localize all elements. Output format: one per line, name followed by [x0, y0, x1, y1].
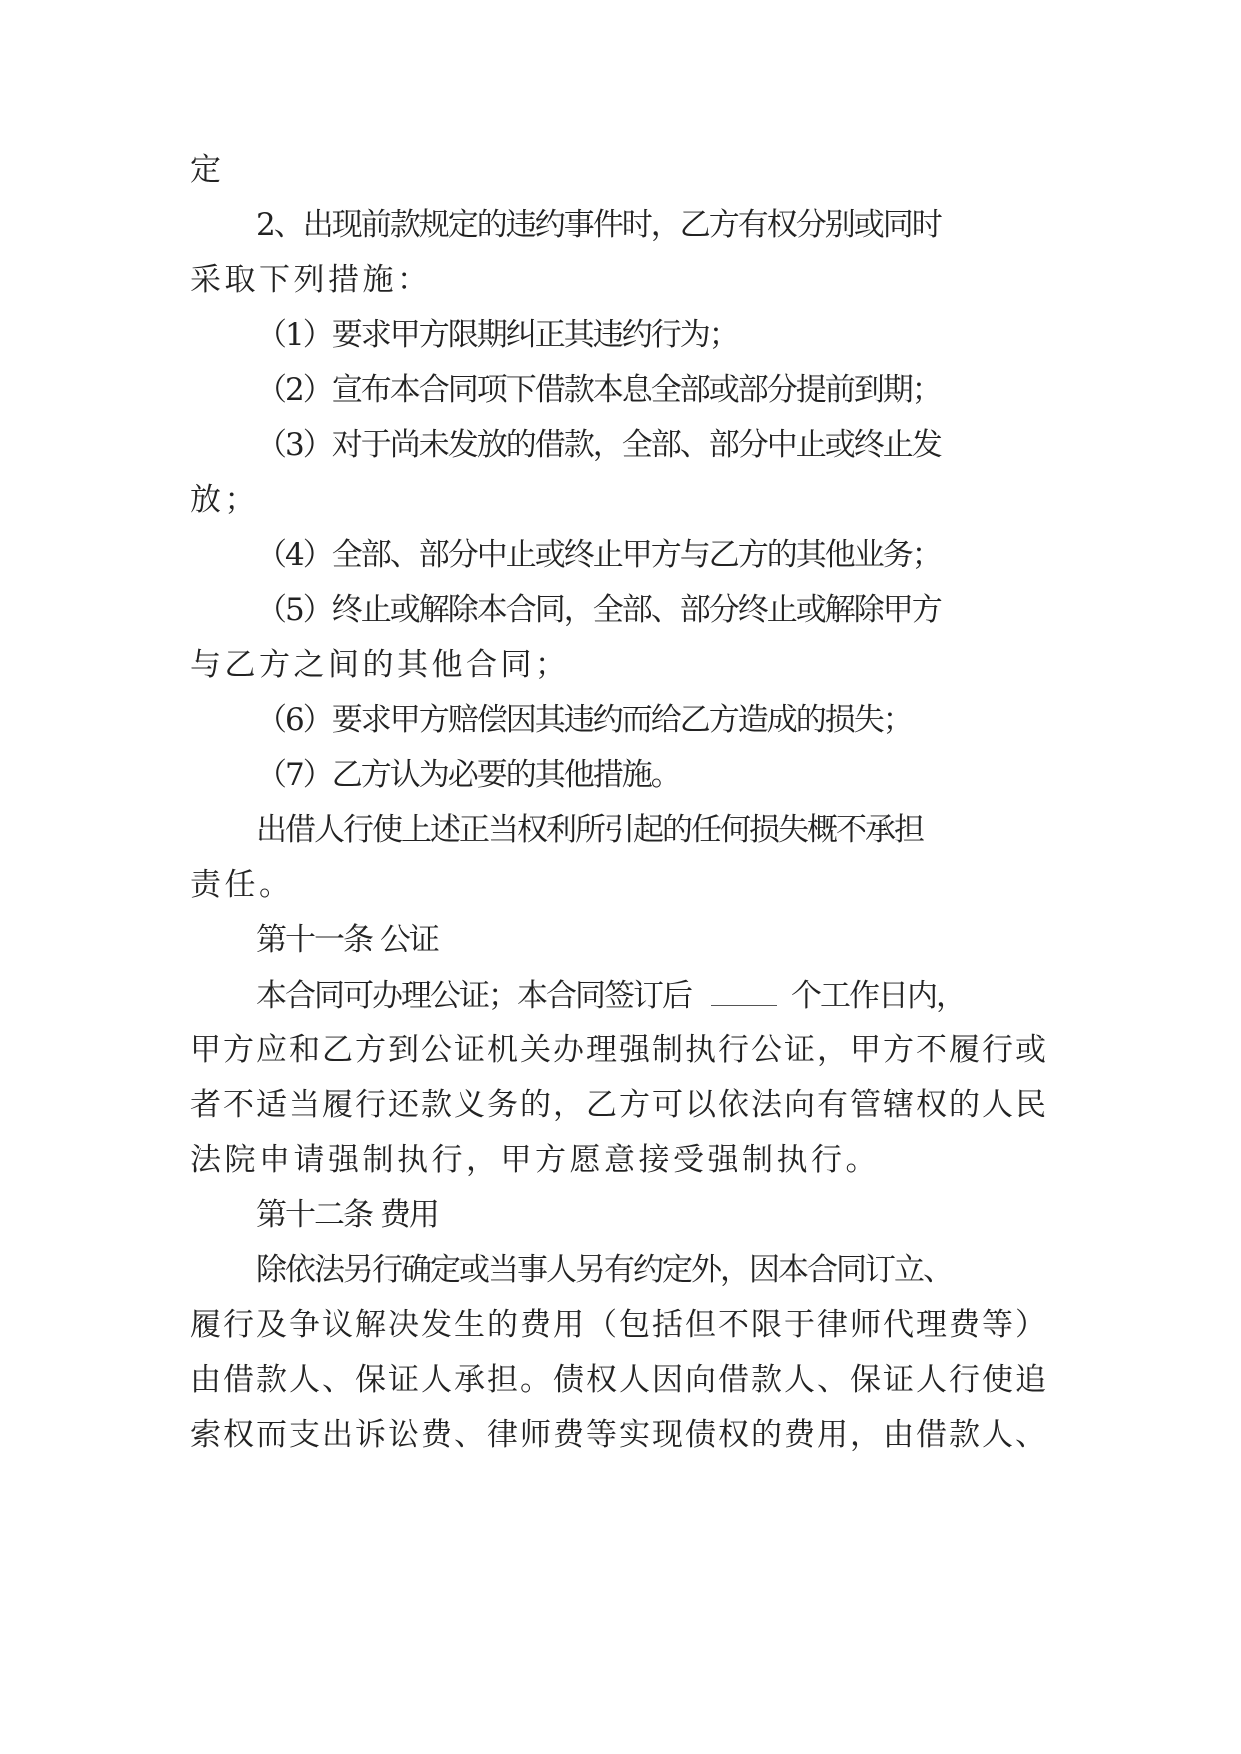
list-item: （4）全部、部分中止或终止甲方与乙方的其他业务；: [256, 537, 941, 573]
text-line: 索权而支出诉讼费、律师费等实现债权的费用，由借款人、: [190, 1417, 1048, 1453]
list-item: （6）要求甲方赔偿因其违约而给乙方造成的损失；: [256, 702, 912, 738]
section-heading: 第十二条 费用: [256, 1197, 438, 1233]
list-item: （2）宣布本合同项下借款本息全部或部分提前到期；: [256, 372, 941, 408]
fill-in-blank: [711, 975, 777, 1006]
list-item: （5）终止或解除本合同，全部、部分终止或解除甲方: [256, 592, 941, 628]
text-line: 出借人行使上述正当权利所引起的任何损失概不承担: [256, 812, 923, 848]
text-segment: 本合同可办理公证；本合同签订后: [256, 978, 691, 1014]
text-line: 甲方应和乙方到公证机关办理强制执行公证，甲方不履行或: [190, 1032, 1048, 1068]
text-line: 定: [190, 152, 225, 188]
list-item: （7）乙方认为必要的其他措施。: [256, 757, 680, 793]
section-heading: 第十一条 公证: [256, 922, 438, 958]
list-item: （1）要求甲方限期纠正其违约行为；: [256, 317, 738, 353]
text-line: 者不适当履行还款义务的，乙方可以依法向有管辖权的人民: [190, 1087, 1048, 1123]
text-line: 除依法另行确定或当事人另有约定外，因本合同订立、: [256, 1252, 952, 1288]
list-item: （3）对于尚未发放的借款，全部、部分中止或终止发: [256, 427, 941, 463]
text-line: 由借款人、保证人承担。债权人因向借款人、保证人行使追: [190, 1362, 1048, 1398]
text-line: 与乙方之间的其他合同；: [190, 647, 570, 683]
text-line: 放；: [190, 482, 259, 518]
text-line: [256, 975, 1118, 1015]
text-line: 履行及争议解决发生的费用（包括但不限于律师代理费等）: [190, 1307, 1048, 1343]
text-line: 采取下列措施：: [190, 262, 432, 298]
text-line: 2、出现前款规定的违约事件时，乙方有权分别或同时: [256, 207, 941, 243]
text-line: 责任。: [190, 867, 294, 903]
text-segment: 个工作日内，: [791, 978, 965, 1014]
text-line: 法院申请强制执行，甲方愿意接受强制执行。: [190, 1142, 880, 1178]
